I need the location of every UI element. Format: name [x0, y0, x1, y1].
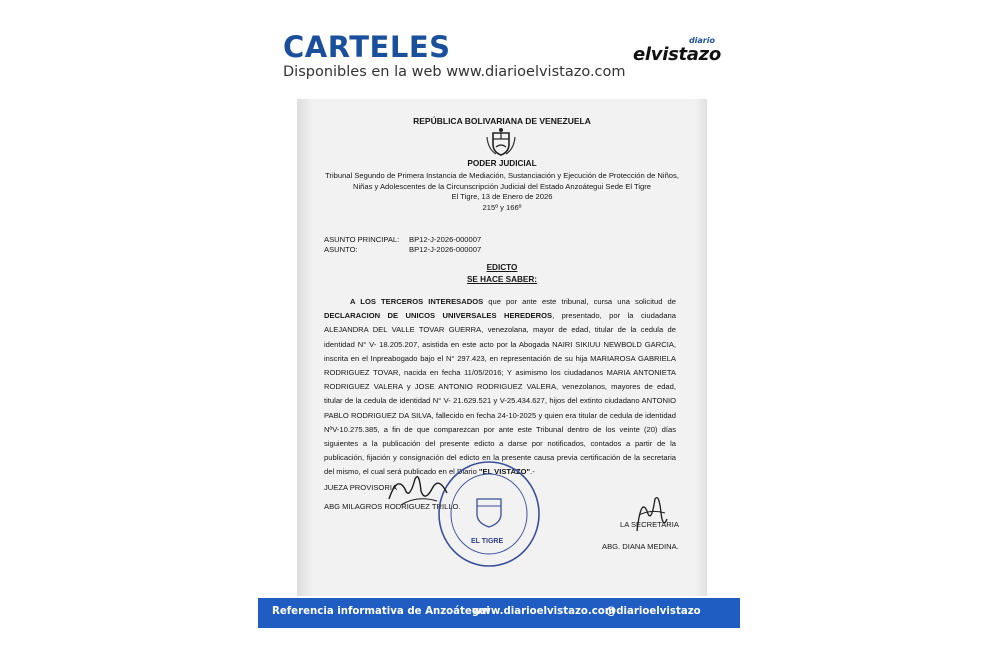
- body-text-end: .-: [530, 467, 535, 477]
- court-stamp-icon: [435, 459, 543, 569]
- body-text-2: , presentado, por la ciudadana ALEJANDRA DEL VALLE TOVAR GUERRA, venezolana, mayor de edad, titular de la cedula de identidad N° V- 18.205.207, asistida en este acto por la Abogada NAIRI SIKIUU NEWBOLD GARCIA, inscrita en el Inpreabogado bajo el N° 297.423, en representación de su hija MARIAROSA GABRIELA RODRIGUEZ TOVAR, nacida en fecha 11/05/2016; Y asimismo los ciudadanos MARIA ANTONIETA RODRIGUEZ VALERA y JOSE ANTONIO RODRIGUEZ VALERA, venezolanos, mayores de edad, titular de la cedula de identidad N° V- 21.629.521 y V-25.434.627, hijos del extinto ciudadano ANTONIO PABLO RODRIGUEZ DA SILVA, fallecido en fecha 24-10-2025 y quien era titular de cedula de identidad NºV-10.275.385, a fin de que comparezcan por ante este Tribunal dentro de los veinte (20) días siguientes a la publicación del presente edicto a darse por notificados, contados a partir de la publicación, fijación y consignación del edicto en la presente causa previa certificación de la secretaria del mismo, el cual será publicado en el Diario: [324, 311, 676, 477]
- se-hace-saber-heading: SE HACE SABER:: [466, 275, 538, 284]
- jueza-title: JUEZA PROVISORIA: [324, 483, 398, 492]
- body-bold-intro: A LOS TERCEROS INTERESADOS: [350, 297, 484, 306]
- tribunal-line: Tribunal Segundo de Primera Instancia de Mediación, Sustanciación y Ejecución de Protección de Niños,: [325, 171, 679, 180]
- document-date: El Tigre, 13 de Enero de 2026: [451, 192, 553, 201]
- document-republic-heading: REPÚBLICA BOLIVARIANA DE VENEZUELA: [413, 116, 591, 126]
- footer-reference: Referencia informativa de Anzoátegui: [272, 606, 490, 617]
- edict-body: [324, 295, 676, 480]
- footer-website[interactable]: www.diarioelvistazo.com: [472, 606, 616, 617]
- page-subtitle: Disponibles en la web www.diarioelvistazo.com: [283, 64, 626, 80]
- secretaria-title: LA SECRETARIA: [620, 520, 679, 529]
- footer-social-handle[interactable]: @diarioelvistazo: [606, 606, 701, 617]
- tribunal-block: [297, 171, 707, 213]
- edicto-heading: EDICTO: [486, 263, 518, 272]
- secretaria-name: ABG. DIANA MEDINA.: [602, 542, 679, 551]
- footer-bar: [258, 598, 740, 628]
- coat-of-arms-icon: [485, 127, 517, 157]
- page-title: CARTELES: [283, 30, 451, 64]
- jueza-name: ABG MILAGROS RODRIGUEZ TRILLO.: [324, 502, 461, 511]
- jueza-signature-icon: [387, 469, 449, 509]
- asunto-label: ASUNTO:: [324, 245, 358, 254]
- stamp-text: EL TIGRE: [471, 538, 504, 545]
- legal-document-scan: [297, 99, 707, 596]
- newspaper-logo: [633, 38, 723, 70]
- body-text-1: que por ante este tribunal, cursa una solicitud de: [483, 297, 677, 306]
- asunto-principal-label: ASUNTO PRINCIPAL:: [324, 235, 400, 244]
- logo-small-text: diario: [688, 36, 715, 45]
- secretaria-signature-icon: [631, 491, 669, 537]
- body-bold-request: DECLARACION DE UNICOS UNIVERSALES HEREDEROS: [324, 311, 553, 321]
- document-years: 215º y 166º: [482, 202, 522, 212]
- asunto-value: BP12-J-2026-000007: [409, 245, 482, 254]
- tribunal-line: Niñas y Adolescentes de la Circunscripción Judicial del Estado Anzoátegui Sede El Tigre: [352, 181, 651, 191]
- asunto-principal-value: BP12-J-2026-000007: [409, 235, 482, 244]
- logo-main-text: elvistazo: [633, 44, 721, 65]
- body-bold-newspaper: "EL VISTAZO": [478, 467, 531, 477]
- document-judicial-heading: PODER JUDICIAL: [467, 159, 537, 168]
